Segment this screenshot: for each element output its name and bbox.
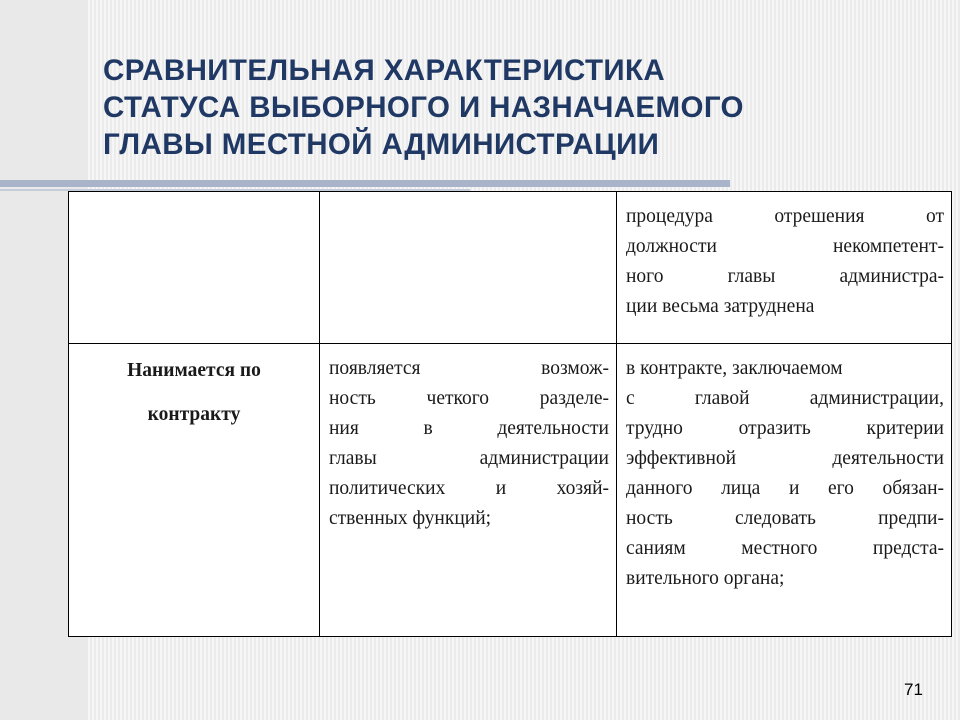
- cell-line: ного главы администра-: [626, 266, 944, 287]
- cell-line: ния в деятельности: [329, 418, 609, 439]
- title-underline-bar: [0, 180, 730, 187]
- cell-line: процедура отрешения от: [626, 206, 944, 227]
- table-cell-label: [69, 192, 320, 344]
- page-number: 71: [904, 680, 923, 699]
- table-cell-col3: [617, 344, 952, 637]
- cell-line: появляется возмож-: [329, 358, 609, 379]
- cell-line: ции весьма затруднена: [626, 296, 815, 317]
- table-cell-col3: [617, 192, 952, 344]
- slide-title: [103, 52, 903, 163]
- table-cell-col2: [320, 344, 617, 637]
- cell-line: должности некомпетент-: [626, 236, 944, 257]
- cell-line: ность четкого разделе-: [329, 388, 609, 409]
- title-line-2: СТАТУСА ВЫБОРНОГО И НАЗНАЧАЕМОГО: [103, 91, 744, 124]
- cell-line: главы администрации: [329, 448, 609, 469]
- table-row: [69, 192, 952, 344]
- cell-line: трудно отразить критерии: [626, 418, 944, 439]
- cell-line: вительного органа;: [626, 568, 785, 589]
- cell-line: в контракте, заключаемом: [626, 358, 843, 379]
- cell-line: саниям местного предста-: [626, 538, 944, 559]
- table-row: [69, 344, 952, 637]
- cell-line: ственных функций;: [329, 508, 492, 529]
- table-cell-col2: [320, 192, 617, 344]
- table-cell-label: [69, 344, 320, 637]
- cell-line: данного лица и его обязан-: [626, 478, 944, 499]
- cell-line: с главой администрации,: [626, 388, 944, 409]
- comparison-table: [68, 191, 952, 637]
- cell-line: эффективной деятельности: [626, 448, 944, 469]
- cell-line: политических и хозяй-: [329, 478, 609, 499]
- title-line-1: СРАВНИТЕЛЬНАЯ ХАРАКТЕРИСТИКА: [103, 54, 666, 87]
- row-label-line: Нанимается по: [127, 360, 261, 381]
- title-line-3: ГЛАВЫ МЕСТНОЙ АДМИНИСТРАЦИИ: [103, 128, 660, 161]
- row-label-line: контракту: [147, 404, 241, 425]
- cell-line: ность следовать предпи-: [626, 508, 944, 529]
